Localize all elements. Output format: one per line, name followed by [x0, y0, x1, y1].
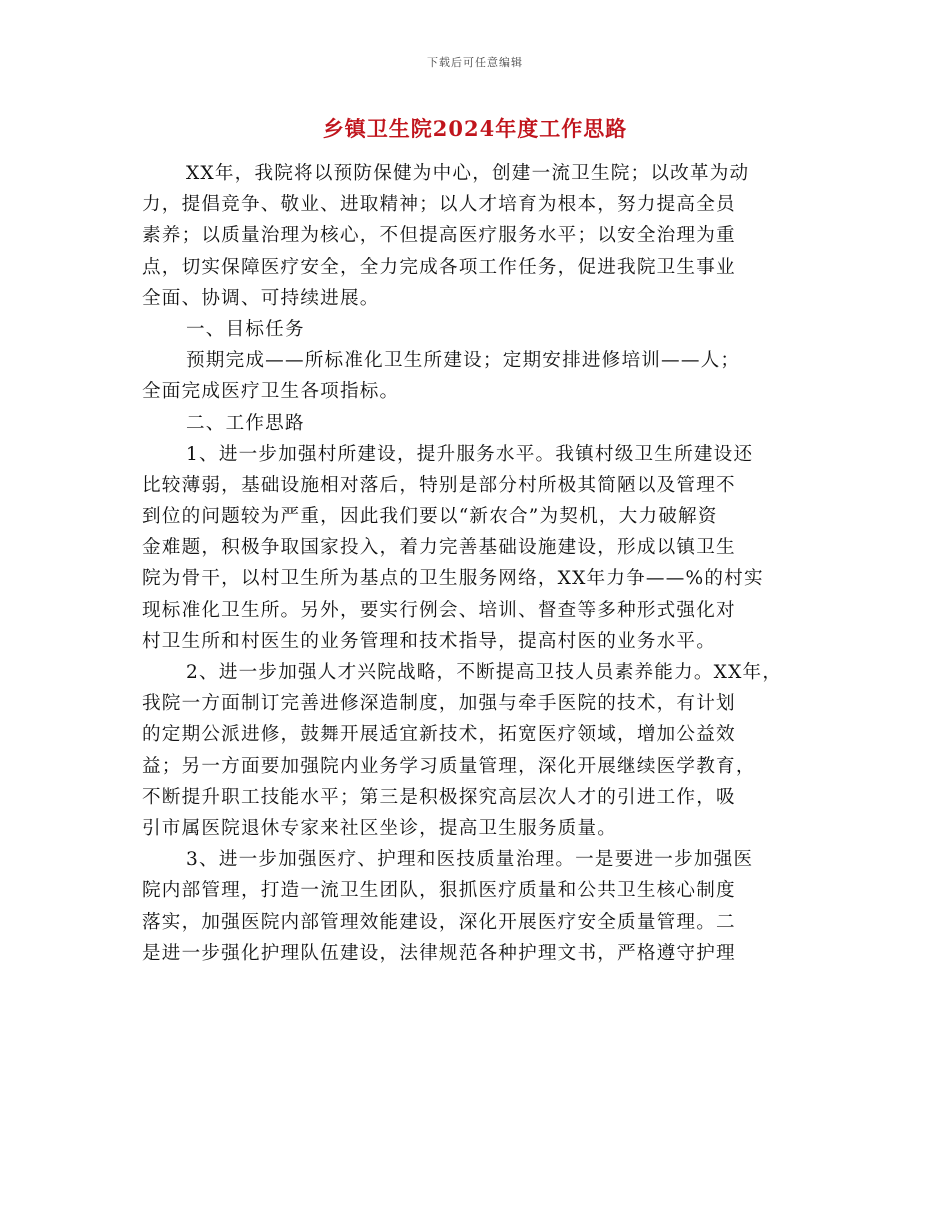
- body-line: 村卫生所和村医生的业务管理和技术指导，提高村医的业务水平。: [142, 630, 717, 652]
- body-line: 院内部管理，打造一流卫生团队，狠抓医疗质量和公共卫生核心制度: [142, 880, 736, 902]
- body-line: 力，提倡竞争、敬业、进取精神；以人才培育为根本，努力提高全员: [142, 194, 736, 216]
- body-line: 落实，加强医院内部管理效能建设，深化开展医疗安全质量管理。二: [142, 911, 736, 933]
- body-line: 二、工作思路: [186, 412, 305, 434]
- body-line: 到位的问题较为严重，因此我们要以“新农合”为契机，大力破解资: [142, 506, 718, 528]
- body-line: 比较薄弱，基础设施相对落后，特别是部分村所极其简陋以及管理不: [142, 474, 736, 496]
- body-line: 院为骨干，以村卫生所为基点的卫生服务网络，XX年力争——%的村实: [142, 568, 764, 590]
- body-line: 1、进一步加强村所建设，提升服务水平。我镇村级卫生所建设还: [186, 443, 754, 465]
- body-line: 不断提升职工技能水平；第三是积极探究高层次人才的引进工作，吸: [142, 786, 736, 808]
- body-line: 全面、协调、可持续进展。: [142, 287, 380, 309]
- body-line: 是进一步强化护理队伍建设，法律规范各种护理文书，严格遵守护理: [142, 942, 736, 964]
- body-line: 益；另一方面要加强院内业务学习质量管理，深化开展继续医学教育，: [142, 755, 756, 777]
- document-body: [142, 158, 822, 969]
- body-line: 3、进一步加强医疗、护理和医技质量治理。一是要进一步加强医: [186, 849, 754, 871]
- body-line: 金难题，积极争取国家投入，着力完善基础设施建设，形成以镇卫生: [142, 537, 736, 559]
- body-line: 2、进一步加强人才兴院战略，不断提高卫技人员素养能力。XX年，: [186, 662, 783, 683]
- body-line: 一、目标任务: [186, 318, 305, 340]
- body-line: 的定期公派进修，鼓舞开展适宜新技术，拓宽医疗领域，增加公益效: [142, 724, 736, 746]
- body-line: 引市属医院退休专家来社区坐诊，提高卫生服务质量。: [142, 817, 618, 839]
- body-line: 预期完成——所标准化卫生所建设；定期安排进修培训——人；: [186, 350, 741, 372]
- body-line: 点，切实保障医疗安全，全力完成各项工作任务，促进我院卫生事业: [142, 256, 736, 278]
- body-line: 现标准化卫生所。另外，要实行例会、培训、督查等多种形式强化对: [142, 599, 736, 621]
- body-line: 全面完成医疗卫生各项指标。: [142, 381, 400, 403]
- document-title: 乡镇卫生院2024年度工作思路: [322, 116, 628, 141]
- body-line: XX年，我院将以预防保健为中心，创建一流卫生院；以改革为动: [186, 163, 750, 184]
- header-note: 下载后可任意编辑: [427, 56, 523, 69]
- body-line: 素养；以质量治理为核心，不但提高医疗服务水平；以安全治理为重: [142, 225, 736, 247]
- body-line: 我院一方面制订完善进修深造制度，加强与牵手医院的技术，有计划: [142, 693, 736, 715]
